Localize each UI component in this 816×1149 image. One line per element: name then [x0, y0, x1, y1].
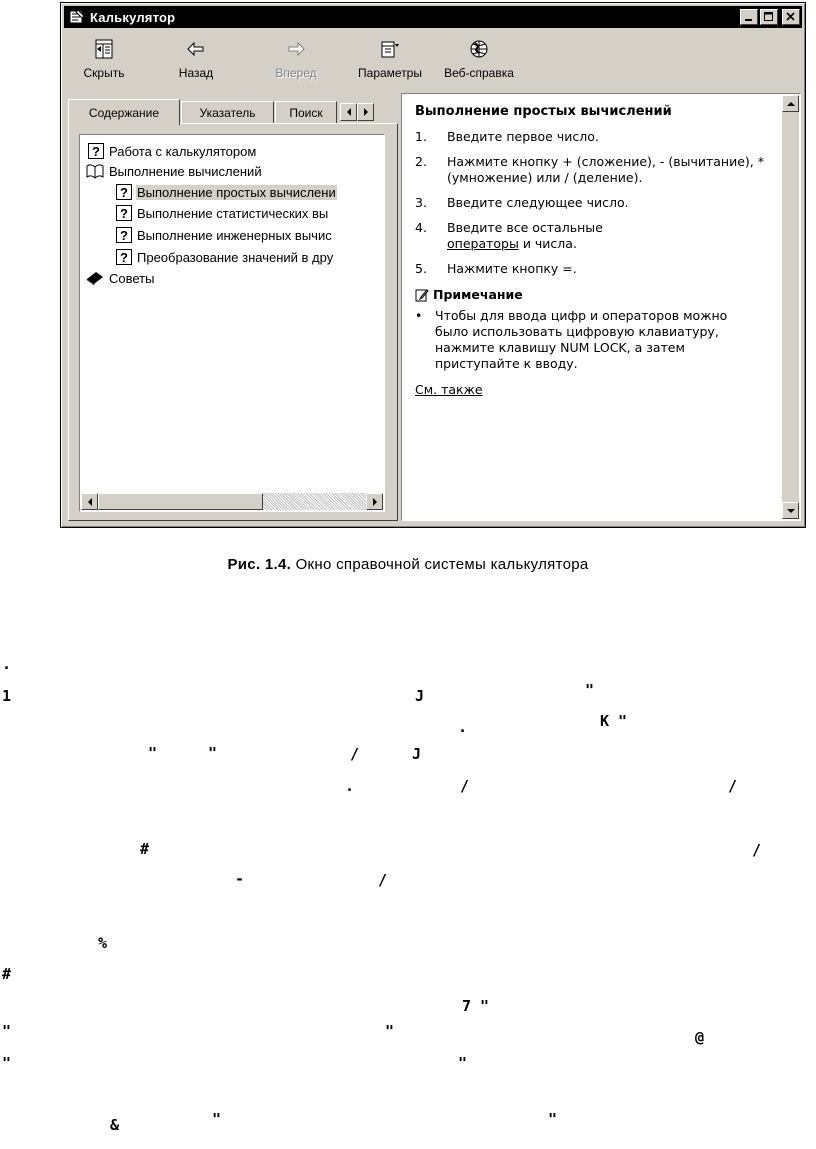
- text-fragment: @: [695, 1028, 705, 1046]
- tab-index-label: Указатель: [199, 105, 256, 120]
- help-topic-icon: ?: [116, 205, 132, 221]
- globe-icon: [468, 38, 490, 60]
- list-item: [415, 129, 775, 145]
- step-number: 2.: [415, 154, 427, 169]
- text-fragment: #: [140, 840, 150, 858]
- hide-pane-icon: [93, 38, 115, 60]
- tab-scroll-right-button[interactable]: [357, 103, 374, 121]
- figure-caption: [0, 556, 816, 573]
- list-item: [415, 220, 775, 252]
- tree-item-label: Работа с калькулятором: [109, 143, 257, 159]
- tree-item-label: Выполнение простых вычислени: [137, 184, 336, 200]
- navigation-pane: [68, 93, 398, 521]
- text-fragment: ": [458, 1054, 468, 1072]
- tree-item[interactable]: [116, 203, 329, 223]
- text-fragment: /: [350, 745, 360, 763]
- horizontal-scrollbar[interactable]: [81, 493, 383, 510]
- contents-panel: [68, 123, 398, 521]
- list-item: [415, 308, 775, 372]
- window-title: Калькулятор: [90, 9, 176, 25]
- tree-item-selected[interactable]: [116, 182, 337, 202]
- text-fragment: #: [2, 965, 12, 983]
- open-book-icon: [86, 163, 104, 179]
- tree-item-label: Преобразование значений в дру: [137, 249, 334, 265]
- tree-item[interactable]: [116, 225, 333, 245]
- text-fragment: &: [110, 1116, 120, 1134]
- webhelp-button[interactable]: [436, 30, 522, 88]
- help-topic-icon: ?: [116, 249, 132, 265]
- text-fragment: ": [212, 1110, 222, 1128]
- forward-label: Вперед: [275, 66, 317, 80]
- text-fragment: 7 ": [462, 997, 490, 1015]
- triangle-right-icon: [371, 498, 379, 506]
- step-text-post: и числа.: [518, 236, 577, 251]
- tab-strip: [68, 99, 398, 123]
- back-button[interactable]: [144, 30, 248, 88]
- tree-item[interactable]: [116, 247, 334, 267]
- text-fragment: ": [548, 1110, 558, 1128]
- tab-contents-label: Содержание: [88, 105, 160, 120]
- text-fragment: ": [2, 1022, 12, 1040]
- help-topic-icon: ?: [116, 184, 132, 200]
- webhelp-label: Веб-справка: [444, 66, 514, 80]
- note-heading: [415, 287, 775, 302]
- tab-index[interactable]: [181, 101, 274, 123]
- tree-item-label: Выполнение статистических вы: [137, 205, 329, 221]
- text-fragment: /: [752, 841, 762, 859]
- minimize-button[interactable]: [740, 9, 758, 25]
- tree-item-label: Выполнение вычислений: [109, 163, 262, 179]
- list-item: [415, 195, 775, 211]
- step-text: Нажмите кнопку + (сложение), - (вычитание), * (умножение) или / (деление).: [447, 154, 764, 185]
- tab-contents[interactable]: [68, 99, 180, 125]
- forward-button[interactable]: [248, 30, 344, 88]
- text-fragment: 1: [2, 687, 12, 705]
- hide-label: Скрыть: [83, 66, 125, 80]
- help-topic-icon: ?: [88, 143, 104, 159]
- tree-item[interactable]: [88, 141, 257, 161]
- step-text: Нажмите кнопку =.: [447, 261, 577, 276]
- hide-button[interactable]: [64, 30, 144, 88]
- tree-item-label: Советы: [109, 270, 155, 286]
- maximize-icon: [764, 12, 774, 22]
- triangle-right-icon: [362, 108, 370, 116]
- options-button[interactable]: [344, 30, 436, 88]
- tab-search[interactable]: [275, 101, 337, 123]
- back-label: Назад: [178, 66, 214, 80]
- text-fragment: K ": [600, 712, 628, 730]
- title-bar[interactable]: [64, 6, 802, 28]
- step-text: [447, 220, 775, 252]
- minimize-icon: [744, 12, 754, 22]
- text-fragment: J: [415, 687, 425, 705]
- scroll-thumb[interactable]: [98, 493, 263, 510]
- bullet-dot: •: [415, 308, 423, 323]
- tree-item-label: Выполнение инженерных вычис: [137, 227, 332, 243]
- text-fragment: ": [2, 1054, 12, 1072]
- close-button[interactable]: [782, 9, 800, 25]
- text-fragment: /: [728, 777, 738, 795]
- options-icon: [379, 38, 401, 60]
- text-fragment: ": [148, 744, 158, 762]
- step-number: 1.: [415, 129, 427, 144]
- step-number: 3.: [415, 195, 427, 210]
- note-pencil-icon: [415, 288, 429, 302]
- list-item: [415, 154, 775, 186]
- text-fragment: ": [208, 744, 218, 762]
- text-fragment: ": [585, 681, 595, 699]
- contents-tree: [79, 134, 385, 512]
- step-number: 4.: [415, 220, 427, 235]
- step-text-pre: Введите все остальные: [447, 220, 603, 235]
- triangle-down-icon: [787, 507, 795, 515]
- caption-text: Окно справочной системы калькулятора: [291, 556, 589, 573]
- step-number: 5.: [415, 261, 427, 276]
- tab-scroll-left-button[interactable]: [340, 103, 357, 121]
- arrow-right-icon: [285, 38, 307, 60]
- operators-link[interactable]: операторы: [447, 236, 519, 251]
- text-fragment: -: [235, 870, 245, 888]
- scroll-track[interactable]: [263, 493, 366, 510]
- text-fragment: ": [385, 1022, 395, 1040]
- triangle-up-icon: [787, 100, 795, 108]
- list-item: [415, 261, 775, 277]
- options-label: Параметры: [358, 66, 422, 80]
- tab-search-label: Поиск: [289, 105, 323, 120]
- arrow-left-icon: [185, 38, 207, 60]
- help-topic-pane: [401, 93, 801, 521]
- text-fragment: /: [378, 871, 388, 889]
- tree-item[interactable]: [86, 161, 263, 181]
- see-also-link[interactable]: См. также: [415, 382, 483, 397]
- step-text: Введите следующее число.: [447, 195, 629, 210]
- toolbar: [64, 30, 802, 88]
- text-fragment: /: [460, 777, 470, 795]
- text-fragment: %: [98, 934, 108, 952]
- maximize-button[interactable]: [760, 9, 778, 25]
- triangle-left-icon: [345, 108, 353, 116]
- triangle-left-icon: [86, 498, 94, 506]
- text-fragment: J: [412, 745, 422, 763]
- help-book-icon: [68, 9, 86, 25]
- topic-heading: Выполнение простых вычислений: [415, 104, 672, 119]
- note-text: Чтобы для ввода цифр и операторов можно было использовать цифровую клавиатуру, нажмите клавишу NUM LOCK, а затем приступайте к вводу.: [435, 308, 728, 371]
- close-icon: [786, 12, 796, 22]
- scroll-left-button[interactable]: [81, 493, 98, 510]
- scroll-track[interactable]: [782, 112, 799, 502]
- tree-item[interactable]: [86, 268, 155, 288]
- scroll-right-button[interactable]: [366, 493, 383, 510]
- step-text: Введите первое число.: [447, 129, 599, 144]
- scroll-up-button[interactable]: [782, 95, 799, 112]
- note-title: Примечание: [433, 287, 523, 302]
- closed-book-icon: [86, 270, 104, 286]
- text-fragment: .: [458, 718, 468, 736]
- help-window: [60, 2, 806, 528]
- text-fragment: .: [2, 655, 12, 673]
- scroll-down-button[interactable]: [782, 502, 799, 519]
- text-fragment: .: [345, 777, 355, 795]
- vertical-scrollbar[interactable]: [782, 95, 799, 519]
- help-topic-icon: ?: [116, 227, 132, 243]
- caption-label: Рис. 1.4.: [227, 556, 292, 573]
